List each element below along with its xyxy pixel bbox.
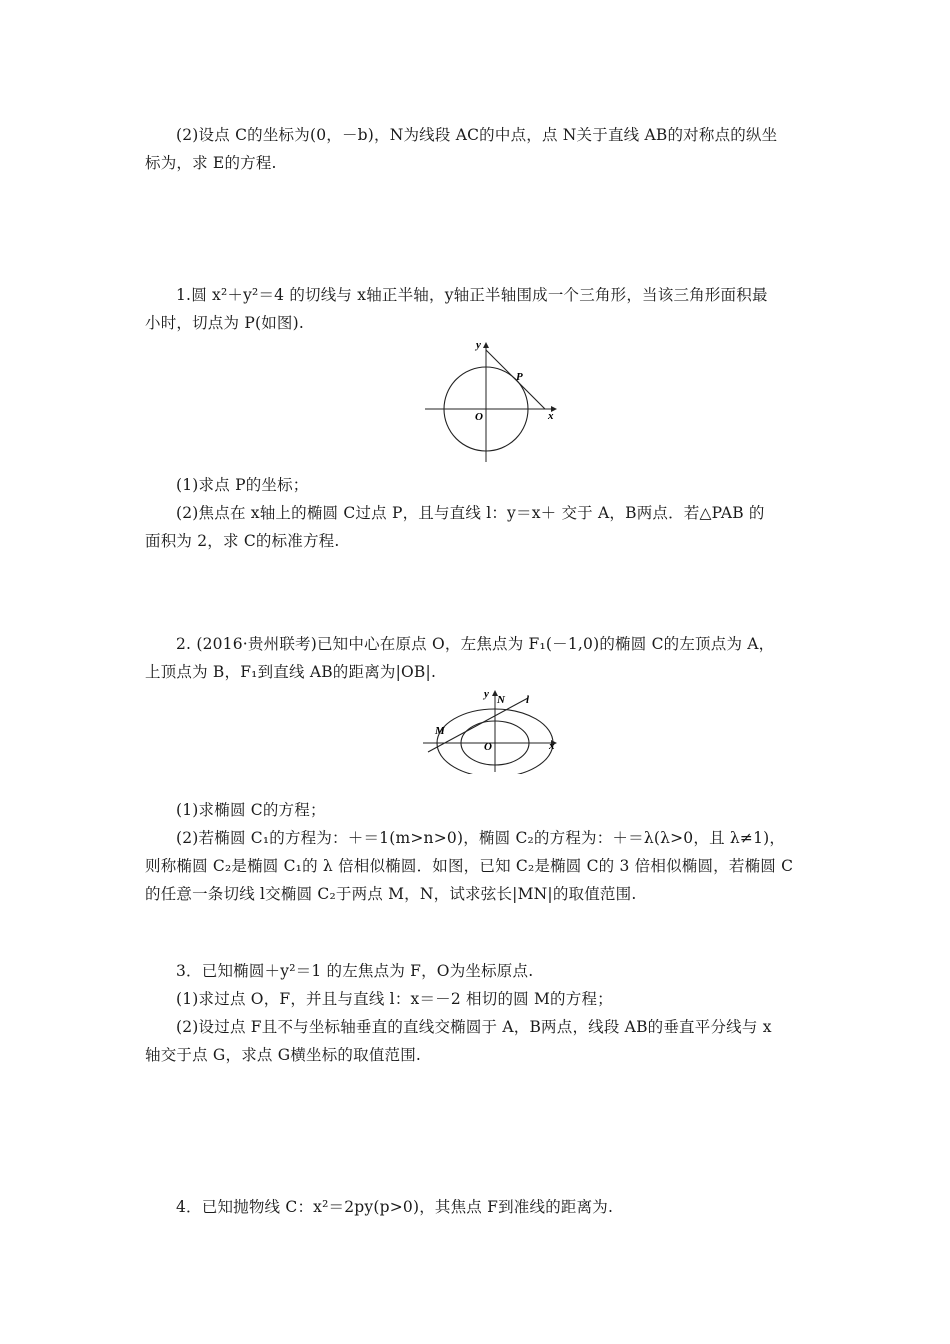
q1-line-2: 小时，切点为 P(如图). [145, 314, 304, 332]
q2-line-2: 上顶点为 B，F₁到直线 AB的距离为|OB|. [145, 663, 437, 681]
q2-sub-2-line-2: 则称椭圆 C₂是椭圆 C₁的 λ 倍相似椭圆．如图，已知 C₂是椭圆 C的 3 倍相似椭圆，若椭圆 C [145, 857, 794, 875]
label-l: l [526, 694, 530, 706]
q1-line-1: 1.圆 x²＋y²＝4 的切线与 x轴正半轴，y轴正半轴围成一个三角形，当该三角形面积最 [176, 286, 768, 304]
p2-line-2: 标为，求 E的方程. [145, 154, 277, 172]
q3-sub-1: (1)求过点 O，F，并且与直线 l：x＝－2 相切的圆 M的方程； [176, 990, 613, 1008]
label-x: x [548, 410, 554, 422]
label-x: x [549, 740, 555, 752]
figure-circle-tangent [425, 338, 560, 463]
q2-line-1: 2. (2016·贵州联考)已知中心在原点 O，左焦点为 F₁(－1,0)的椭圆 C的左顶点为 A， [176, 635, 775, 653]
q2-sub-2-line-1: (2)若椭圆 C₁的方程为：＋＝1(m>n>0)，椭圆 C₂的方程为：＋＝λ(λ>0，且 λ≠1)， [176, 829, 786, 847]
label-y: y [484, 688, 489, 700]
label-m: M [435, 725, 445, 737]
label-n: N [497, 694, 505, 706]
label-o: O [484, 741, 492, 753]
label-p: P [516, 371, 523, 383]
p2-line-1: (2)设点 C的坐标为(0，－b)，N为线段 AC的中点，点 N关于直线 AB的对称点的纵坐 [176, 126, 778, 144]
q4-line-1: 4．已知抛物线 C：x²＝2py(p>0)，其焦点 F到准线的距离为. [176, 1198, 614, 1216]
q1-sub-2-line-1: (2)焦点在 x轴上的椭圆 C过点 P，且与直线 l：y＝x＋ 交于 A，B两点．若△PAB 的 [176, 504, 765, 522]
y-axis-arrow [483, 342, 489, 348]
q2-sub-1: (1)求椭圆 C的方程； [176, 801, 326, 819]
q3-sub-2-line-1: (2)设过点 F且不与坐标轴垂直的直线交椭圆于 A，B两点，线段 AB的垂直平分线与 x [176, 1018, 772, 1036]
q3-sub-2-line-2: 轴交于点 G，求点 G横坐标的取值范围. [145, 1046, 422, 1064]
q1-sub-2-line-2: 面积为 2，求 C的标准方程. [145, 532, 340, 550]
label-o: O [475, 411, 483, 423]
q3-line-1: 3．已知椭圆＋y²＝1 的左焦点为 F，O为坐标原点. [176, 962, 534, 980]
q2-sub-2-line-3: 的任意一条切线 l交椭圆 C₂于两点 M，N，试求弦长|MN|的取值范围. [145, 885, 637, 903]
figure-similar-ellipses [418, 688, 563, 774]
q1-sub-1: (1)求点 P的坐标； [176, 476, 309, 494]
label-y: y [476, 339, 481, 351]
